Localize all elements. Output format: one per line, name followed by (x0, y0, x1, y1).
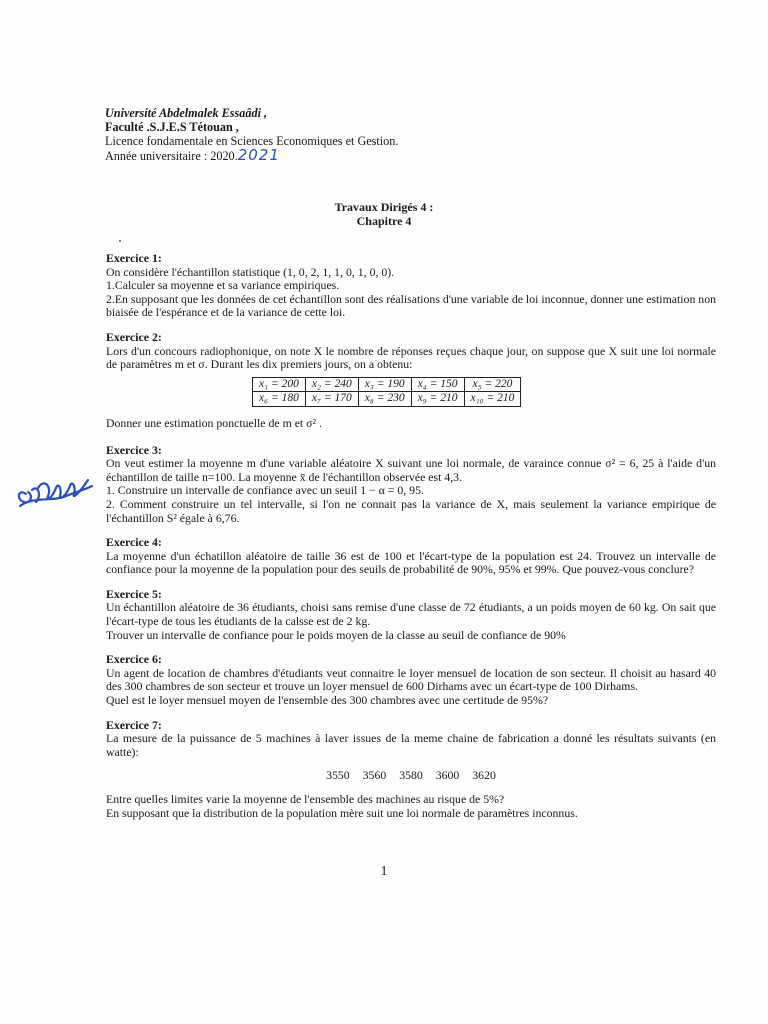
exercises-list (106, 252, 716, 831)
exercise-line: Donner une estimation ponctuelle de m et σ² . (106, 415, 322, 430)
exercise-title: Exercice 3: (106, 442, 162, 457)
exercise-2 (106, 331, 716, 431)
exercise-line: On considère l'échantillon statistique (1, 0, 2, 1, 1, 0, 1, 0, 0). (106, 264, 395, 279)
handwritten-margin-scribble (8, 466, 100, 526)
table-cell: x₆ = 180 (253, 392, 306, 407)
ink-dot-mark (119, 240, 121, 242)
university-name: Université Abdelmalek Essaâdi , (105, 106, 268, 120)
faculty-name: Faculté .S.J.E.S Tétouan , (105, 120, 239, 134)
exercise-title: Exercice 1: (106, 251, 162, 265)
table-row (253, 377, 521, 392)
table-cell: x₈ = 230 (358, 392, 411, 407)
year-handwritten: 2021 (237, 146, 280, 164)
academic-year (105, 148, 398, 163)
exercise-line: 2. Comment construire un tel intervalle, si l'on ne connait pas la variance de X, mais seulement la variance empirique de l'échantillon S² égale à 6,76. (106, 496, 716, 525)
exercise-line: Lors d'un concours radiophonique, on note X le nombre de réponses reçues chaque jour, on suppose que X suit une loi normale de paramètres m et σ. Durant les dix premiers jours, on a obtenu: (106, 343, 716, 372)
page-title (0, 200, 768, 228)
table-row (253, 392, 521, 407)
exercise-title: Exercice 6: (106, 652, 162, 667)
table-cell: x₁₀ = 210 (464, 392, 521, 407)
exercise-title: Exercice 4: (106, 535, 162, 550)
exercise-line: 1.Calculer sa moyenne et sa variance empiriques. (106, 278, 340, 293)
table-cell: x₃ = 190 (358, 377, 411, 392)
exercise-title: Exercice 5: (106, 586, 162, 601)
table-cell: x₁ = 200 (253, 377, 306, 392)
exercise-line: En supposant que la distribution de la population mère suit une loi normale de paramètres inconnus. (106, 805, 578, 820)
year-printed: 2020. (210, 149, 238, 163)
table-cell: x₅ = 220 (464, 377, 521, 392)
exercise-5 (106, 588, 716, 642)
exercise-title: Exercice 2: (106, 329, 162, 344)
observations-table (252, 377, 521, 407)
exercise-line: Entre quelles limites varie la moyenne de l'ensemble des machines au risque de 5%? (106, 792, 505, 806)
exercise-title: Exercice 7: (106, 717, 162, 732)
title-line-2: Chapitre 4 (356, 214, 412, 228)
exercise-line: La moyenne d'un échatillon aléatoire de taille 36 est de 100 et l'écart-type de la population est 24. Trouvez un intervalle de confiance pour la moyenne de la population pour des seuils de probabilité de 90%, 95% et 99%. Que pouvez-vous conclure? (106, 548, 716, 577)
exercise-line: Un échantillon aléatoire de 36 étudiants, choisi sans remise d'une classe de 72 étudiants, a un poids moyen de 60 kg. On sait que l'écart-type de tous les étudiants de la calsse est de 2 kg. (106, 600, 716, 629)
exercise-line: 1. Construire un intervalle de confiance avec un seuil 1 − α = 0, 95. (106, 483, 424, 498)
measurements: 3550 3560 3580 3600 3620 (326, 768, 496, 783)
table-cell: x₇ = 170 (305, 392, 358, 407)
year-separator: : (200, 149, 211, 163)
exercise-line: Trouver un intervalle de confiance pour le poids moyen de la classe au seuil de confiance de 90% (106, 627, 566, 642)
table-cell: x₄ = 150 (411, 377, 464, 392)
exercise-6 (106, 653, 716, 707)
title-line-1: Travaux Dirigés 4 : (334, 200, 434, 214)
table-cell: x₉ = 210 (411, 392, 464, 407)
exercise-7 (106, 719, 716, 821)
exercise-line: On veut estimer la moyenne m d'une variable aléatoire X suivant une loi normale, de varaince connue σ² = 6, 25 à l'aide d'un échantillon de taille n=100. La moyenne x̄ de l'échantillon observée est 4,3. (106, 456, 716, 484)
page-number: 1 (380, 864, 388, 879)
table-cell: x₂ = 240 (305, 377, 358, 392)
exercise-1 (106, 252, 716, 320)
exercise-line: Quel est le loyer mensuel moyen de l'ensemble des 300 chambres avec une certitude de 95%? (106, 693, 549, 708)
document-header (105, 106, 398, 163)
exercise-line: 2.En supposant que les données de cet échantillon sont des réalisations d'une variable de loi inconnue, donner une estimation non biaisée de l'espérance et de la variance de cette loi. (106, 291, 716, 320)
exercise-line: Un agent de location de chambres d'étudiants veut connaitre le loyer mensuel de location de son secteur. Il choisit au hasard 40 des 300 chambres de son secteur et trouve un loyer mensuel de 600 Dirhams avec un écart-type de 100 Dirhams. (106, 665, 716, 694)
year-label: Année universitaire (105, 149, 201, 163)
exercise-line: La mesure de la puissance de 5 machines à laver issues de la meme chaine de fabrication a donné les résultats suivants (en watte): (106, 731, 716, 759)
exercise-3 (106, 444, 716, 526)
exercise-4 (106, 536, 716, 577)
program-name: Licence fondamentale en Sciences Economiques et Gestion. (105, 134, 399, 148)
